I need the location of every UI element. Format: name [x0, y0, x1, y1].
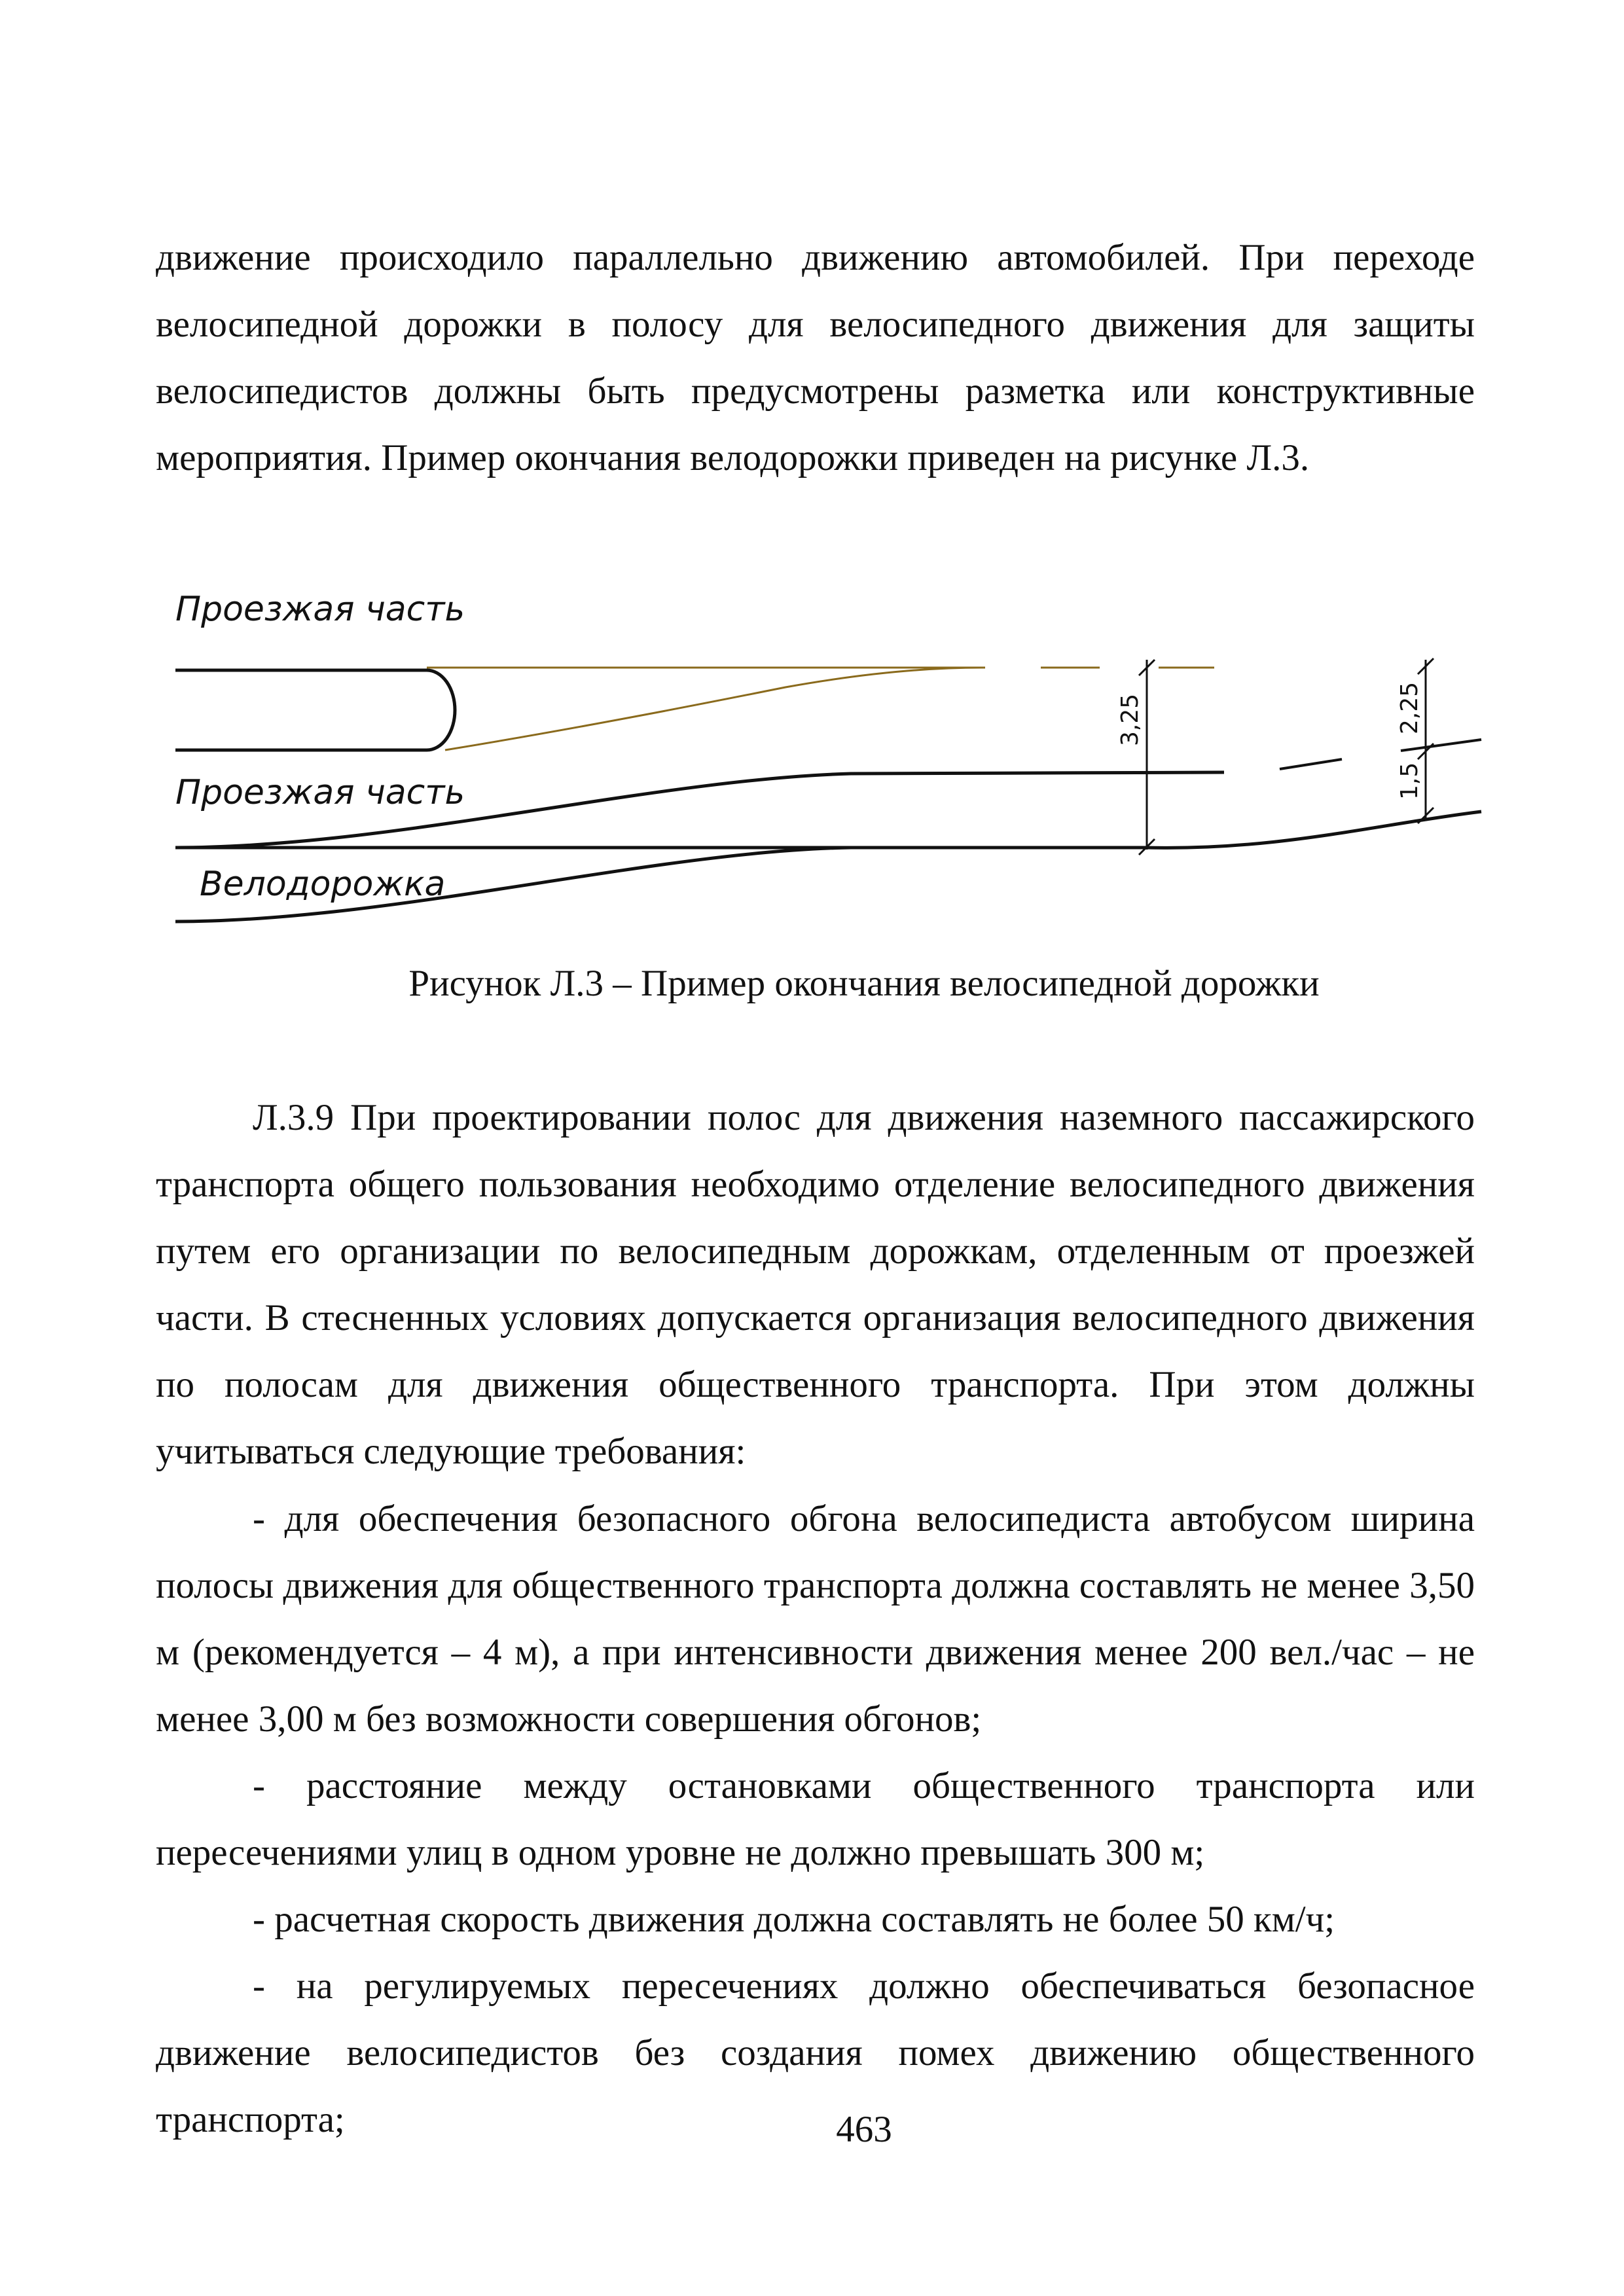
dimension-right-lower-value: 1,5 — [1396, 762, 1423, 800]
lane-marking-lines — [427, 668, 1214, 750]
edge-dash-2 — [1401, 740, 1481, 751]
dimension-right-upper-value: 2,25 — [1396, 681, 1423, 734]
dimension-main-value: 3,25 — [1117, 693, 1144, 746]
requirement-item-4: - на регулируемых пересечениях должно обеспечиваться безопасное движение велосипедистов без создания помех движению общественного транспорта; — [156, 1965, 1475, 2140]
requirement-item-2: - расстояние между остановками общественного транспорта или пересечениями улиц в одном уровне не должно превышать 300 м; — [156, 1765, 1475, 1873]
requirement-item-3: - расчетная скорость движения должна составлять не более 50 км/ч; — [253, 1899, 1335, 1940]
label-top-carriageway: Проезжая часть — [175, 590, 465, 629]
bike-path-inner-line — [175, 812, 1481, 848]
requirement-item-1: - для обеспечения безопасного обгона велосипедиста автобусом ширина полосы движения для общественного транспорта должна составлять не менее 3,50 м (рекомендуется – 4 м), а при интенсивности движения менее 200 вел./час – не менее 3,00 м без возможности совершения обгонов; — [156, 1498, 1475, 1740]
label-bike-path: Велодорожка — [200, 865, 446, 904]
page-number: 463 — [836, 2109, 892, 2150]
dimension-main — [1139, 660, 1155, 855]
edge-dash-1 — [1280, 759, 1342, 769]
figure-caption: Рисунок Л.3 – Пример окончания велосипедной дорожки — [408, 963, 1320, 1004]
intro-paragraph: движение происходило параллельно движению автомобилей. При переходе велосипедной дорожки в полосу для велосипедного движения для защиты велосипедистов должны быть предусмотрены разметка или конструктивные мероприятия. Пример окончания велодорожки приведен на рисунке Л.3. — [156, 237, 1475, 478]
traffic-island-outline — [175, 670, 455, 750]
bike-path-ending-diagram — [0, 563, 1624, 942]
section-l39-paragraph: Л.3.9 При проектировании полос для движения наземного пассажирского транспорта общего пользования необходимо отделение велосипедного движения путем его организации по велосипедным дорожкам, отделенным от проезжей части. В стесненных условиях допускается организация велосипедного движения по полосам для движения общественного транспорта. При этом должны учитываться следующие требования: — [156, 1097, 1475, 1472]
label-middle-carriageway: Проезжая часть — [175, 773, 465, 812]
